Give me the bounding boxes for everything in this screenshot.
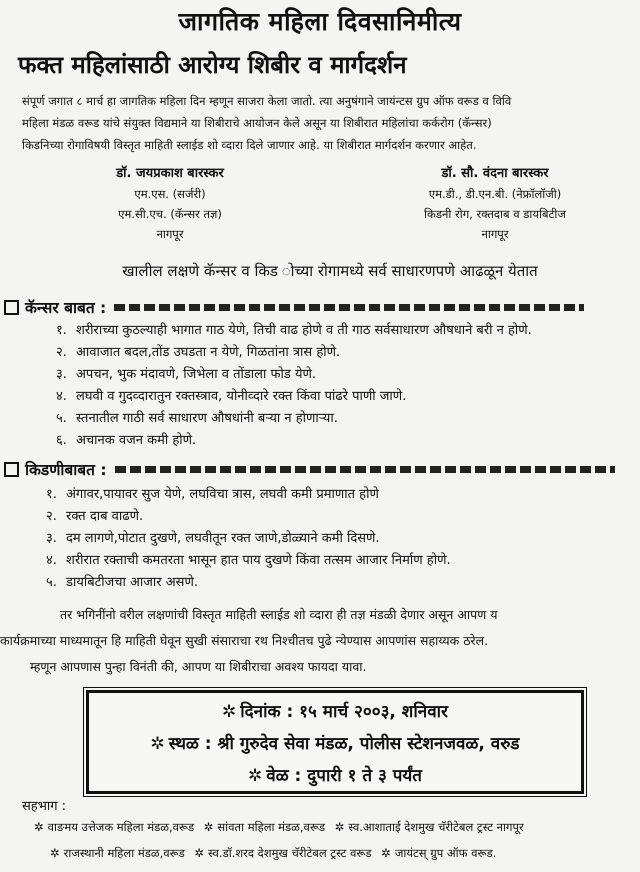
event-place: ✲ स्थळ : श्री गुरुदेव सेवा मंडळ, पोलीस स्टेशनजवळ, वरुड (150, 734, 520, 754)
closing-line: म्हणून आपणास पुन्हा विनंती की, आपण या शिबीराचा अवश्य फायदा यावा. (30, 659, 367, 674)
list-item: ३. दम लागणे,पोटात दुखणे, लघवीतून रक्त जाणे,डोळ्याने कमी दिसणे. (46, 531, 380, 546)
intro-paragraph (22, 90, 634, 156)
list-item: ४. शरीरात रक्ताची कमतरता भासून हात पाय दुखणे किंवा तत्सम आजार निर्माण होणे. (46, 553, 451, 568)
list-item: १. अंगावर,पायावर सुज येणे, लघविचा त्रास, लघवी कमी प्रमाणात होणे (46, 487, 379, 502)
closing-line: तर भगिनींनो वरील लक्षणांची विस्तृत माहिती स्लाईड शो व्दारा ही तज्ञ मंडळी देणार असून आपण य (60, 607, 498, 622)
participants-label: सहभाग : (22, 799, 67, 814)
flower-icon: ✲ (248, 766, 263, 786)
list-item: ३. अपचन, भुक मंदावणे, जिभेला व तोंडाला फोड येणे. (56, 367, 317, 382)
main-title: जागतिक महिला दिवसानिमीत्य (178, 7, 462, 36)
kidney-symptom-list (46, 484, 451, 594)
closing-paragraph (0, 602, 638, 680)
list-item: ४. लघवी व गुदव्दारातुन रक्तस्त्राव, योनीव्दारे रक्त किंवा पांढरे पाणी जाणे. (56, 389, 407, 404)
closing-line: कार्यक्रमाच्या माध्यमातून हि माहिती घेवून सुखी संसाराचा रथ निश्चीतच पुढे न्येण्यास आपणांस सहाय्यक ठरेल. (0, 633, 489, 648)
flower-icon: ✲ (203, 820, 214, 834)
doctor-specialty: एम.सी.एच. (कॅन्सर तज्ञ) (118, 207, 222, 221)
kidney-section-heading (4, 458, 615, 480)
cancer-heading-label: कॅन्सर बाबत : (25, 299, 107, 317)
checkbox-square-icon (4, 300, 19, 315)
partners-row (34, 820, 530, 835)
partner-item: ✲ सांवता महिला मंडळ,वरूड (203, 820, 326, 834)
flower-icon: ✲ (194, 846, 205, 860)
partner-item: ✲ राजस्थानी महिला मंडळ,वरूड (50, 846, 185, 860)
list-item: ६. अचानक वजन कमी होणे. (56, 433, 197, 448)
sub-title: फक्त महिलांसाठी आरोग्य शिबीर व मार्गदर्शन (18, 51, 407, 79)
partner-item: ✲ स्व.आशाताई देशमुख चॅरीटेबल ट्रस्ट नागपूर (334, 820, 524, 834)
kidney-heading-label: किडणीबाबत : (25, 461, 107, 479)
doctor-city: नागपूर (156, 227, 184, 241)
event-details-box (86, 690, 584, 794)
intro-line: किडनिच्या रोगाविषयी विस्तृत माहिती स्लाईड शो व्दारा दिले जाणार आहे. या शिबीरात मार्गदर्शन करणार आहेत. (22, 138, 477, 152)
list-item: २. आवाजात बदल,तोंड उघडता न येणे, गिळतांना त्रास होणे. (56, 345, 341, 360)
checkbox-square-icon (4, 462, 19, 477)
cancer-symptom-list (56, 320, 532, 452)
cancer-section-heading (4, 296, 584, 318)
doctor-left (40, 164, 300, 244)
list-item: ५. स्तनातील गाठी सर्व साधारण औषधांनी बऱ्या न होणाऱ्या. (56, 411, 338, 426)
flower-icon: ✲ (221, 702, 237, 722)
list-item: २. रक्त दाब वाढणे. (46, 509, 144, 524)
doctor-right (370, 164, 620, 244)
flower-icon: ✲ (150, 734, 165, 754)
doctor-name: डॉ. जयप्रकाश बारस्कर (116, 166, 224, 181)
dashed-divider (115, 466, 615, 473)
flower-icon: ✲ (381, 846, 391, 860)
event-time: ✲ वेळ : दुपारी १ ते ३ पर्यंत (248, 766, 422, 786)
partner-item: ✲ स्व.डॉ.शरद देशमुख चॅरीटेबल ट्रस्ट वरूड (194, 846, 372, 860)
partner-item: ✲ वाङमय उत्तेजक महिला मंडळ,वरूड (34, 820, 195, 834)
flower-icon: ✲ (34, 820, 44, 834)
intro-line: महिला मंडळ वरूड यांचे संयुक्त विद्यमाने या शिबीराचे आयोजन केले असून या शिबीरात महिलांचा कर्करोग (कॅन्सर) (22, 116, 492, 130)
list-item: ५. डायबिटीजचा आजार असणे. (46, 575, 198, 590)
doctor-city: नागपूर (481, 227, 509, 241)
doctor-name: डॉ. सौ. वंदना बारस्कर (441, 166, 549, 181)
event-date: ✲ दिनांक : १५ मार्च २००३, शनिवार (221, 702, 449, 722)
intro-line: संपूर्ण जगात ८ मार्च हा जागतिक महिला दिन म्हणून साजरा केला जातो. त्या अनुषंगाने जायंन्टस ग्रुप ऑफ वरूड व विवि (22, 94, 512, 108)
flower-icon: ✲ (50, 846, 60, 860)
partners-row (50, 846, 502, 861)
doctor-specialty: किडनी रोग, रक्तदाब व डायबिटीज (424, 207, 566, 221)
doctor-degree: एम.एस. (सर्जरी) (134, 187, 206, 201)
dashed-divider (114, 304, 584, 311)
list-item: १. शरीराच्या कुठल्याही भागात गाठ येणे, तिची वाढ होणे व ती गाठ सर्वसाधारण औषधाने बरी न होणे. (56, 323, 532, 338)
doctor-degree: एम.डी., डी.एन.बी. (नेफ्रॉलॉजी) (428, 187, 562, 201)
symptoms-heading: खालील लक्षणे कॅन्सर व किड ोच्या रोगामध्ये सर्व साधारणपणे आढळून येतात (122, 262, 538, 280)
partner-item: ✲ जायंटस् ग्रुप ऑफ वरूड. (381, 846, 497, 860)
flower-icon: ✲ (334, 820, 345, 834)
